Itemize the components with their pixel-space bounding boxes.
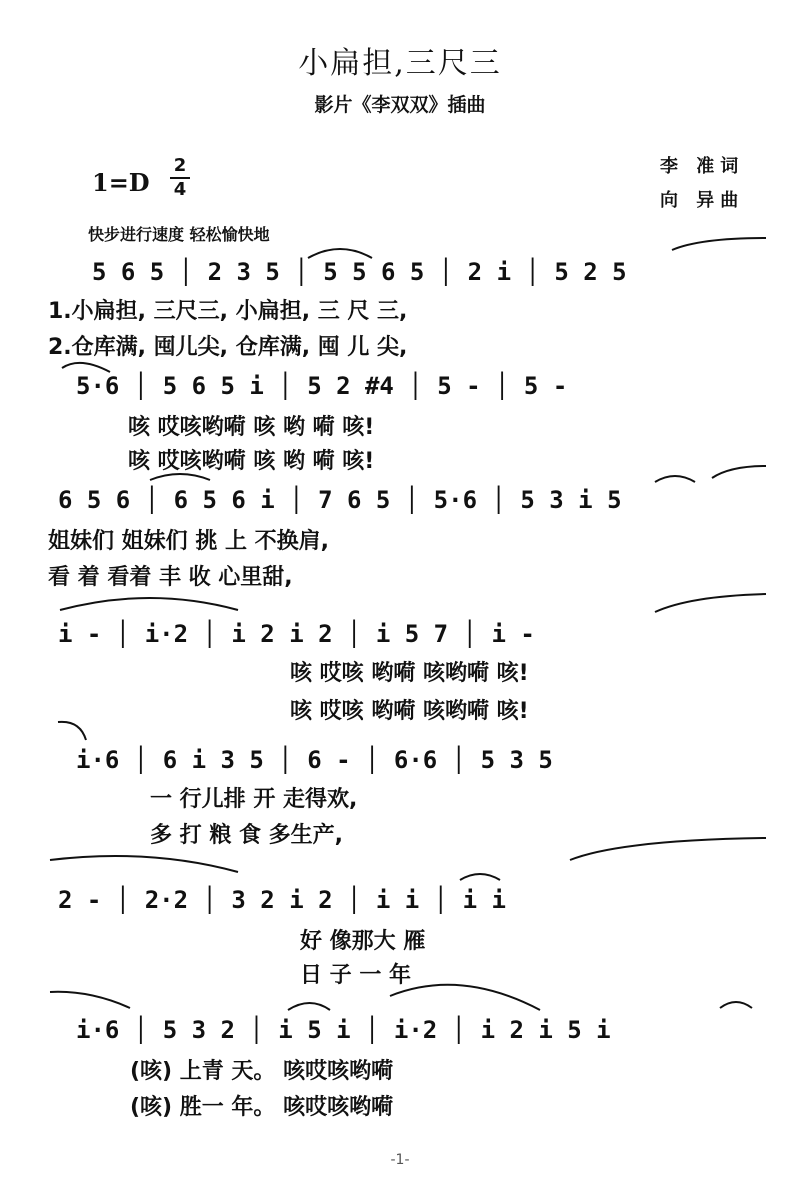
notes-system-6: 2 - │ 2·2 │ 3 2 i 2 │ i i │ i i [58, 886, 506, 914]
notes-system-1: 5 6 5 │ 2 3 5 │ 5 5 6 5 │ 2 i │ 5 2 5 [92, 258, 627, 286]
song-title: 小扁担,三尺三 [298, 46, 502, 81]
lyric-verse1-system-2: 咳 哎咳哟嗬 咳 哟 嗬 咳! [128, 415, 375, 440]
lyric-verse2-system-1: 2.仓库满, 囤儿尖, 仓库满, 囤 儿 尖, [48, 335, 408, 360]
notes-system-7: i·6 │ 5 3 2 │ i 5 i │ i·2 │ i 2 i 5 i [76, 1016, 611, 1044]
page-number: -1- [390, 1152, 410, 1168]
notes-system-4: i - │ i·2 │ i 2 i 2 │ i 5 7 │ i - [58, 620, 535, 648]
lyric-verse2-system-4: 咳 哎咳 哟嗬 咳哟嗬 咳! [290, 699, 529, 724]
song-subtitle: 影片《李双双》插曲 [314, 94, 486, 116]
key-signature: 1=D [92, 168, 150, 197]
lyric-verse2-system-7: (咳) 胜一 年。 咳哎咳哟嗬 [130, 1095, 394, 1120]
lyricist-credit: 李 准词 [660, 156, 745, 177]
meter-top: 2 [173, 155, 187, 176]
lyric-verse1-system-4: 咳 哎咳 哟嗬 咳哟嗬 咳! [290, 661, 529, 686]
composer-credit: 向 异曲 [660, 190, 745, 211]
tempo-marking: 快步进行速度 轻松愉快地 [88, 225, 270, 244]
lyric-verse1-system-3: 姐妹们 姐妹们 挑 上 不换肩, [48, 529, 329, 554]
notes-system-5: i·6 │ 6 i 3 5 │ 6 - │ 6·6 │ 5 3 5 [76, 746, 553, 774]
lyric-verse2-system-6: 日 子 一 年 [300, 963, 411, 988]
lyric-verse2-system-5: 多 打 粮 食 多生产, [150, 823, 343, 848]
meter-bottom: 4 [173, 179, 187, 200]
notes-system-3: 6 5 6 │ 6 5 6 i │ 7 6 5 │ 5·6 │ 5 3 i 5 [58, 486, 622, 514]
lyric-verse1-system-6: 好 像那大 雁 [300, 929, 426, 954]
lyric-verse1-system-1: 1.小扁担, 三尺三, 小扁担, 三 尺 三, [48, 299, 408, 324]
lyric-verse1-system-5: 一 行儿排 开 走得欢, [150, 787, 358, 812]
lyric-verse2-system-3: 看 着 看着 丰 收 心里甜, [48, 565, 293, 590]
lyric-verse1-system-7: (咳) 上青 天。 咳哎咳哟嗬 [130, 1059, 394, 1084]
lyric-verse2-system-2: 咳 哎咳哟嗬 咳 哟 嗬 咳! [128, 449, 375, 474]
notes-system-2: 5·6 │ 5 6 5 i │ 5 2 #4 │ 5 - │ 5 - [76, 372, 568, 400]
